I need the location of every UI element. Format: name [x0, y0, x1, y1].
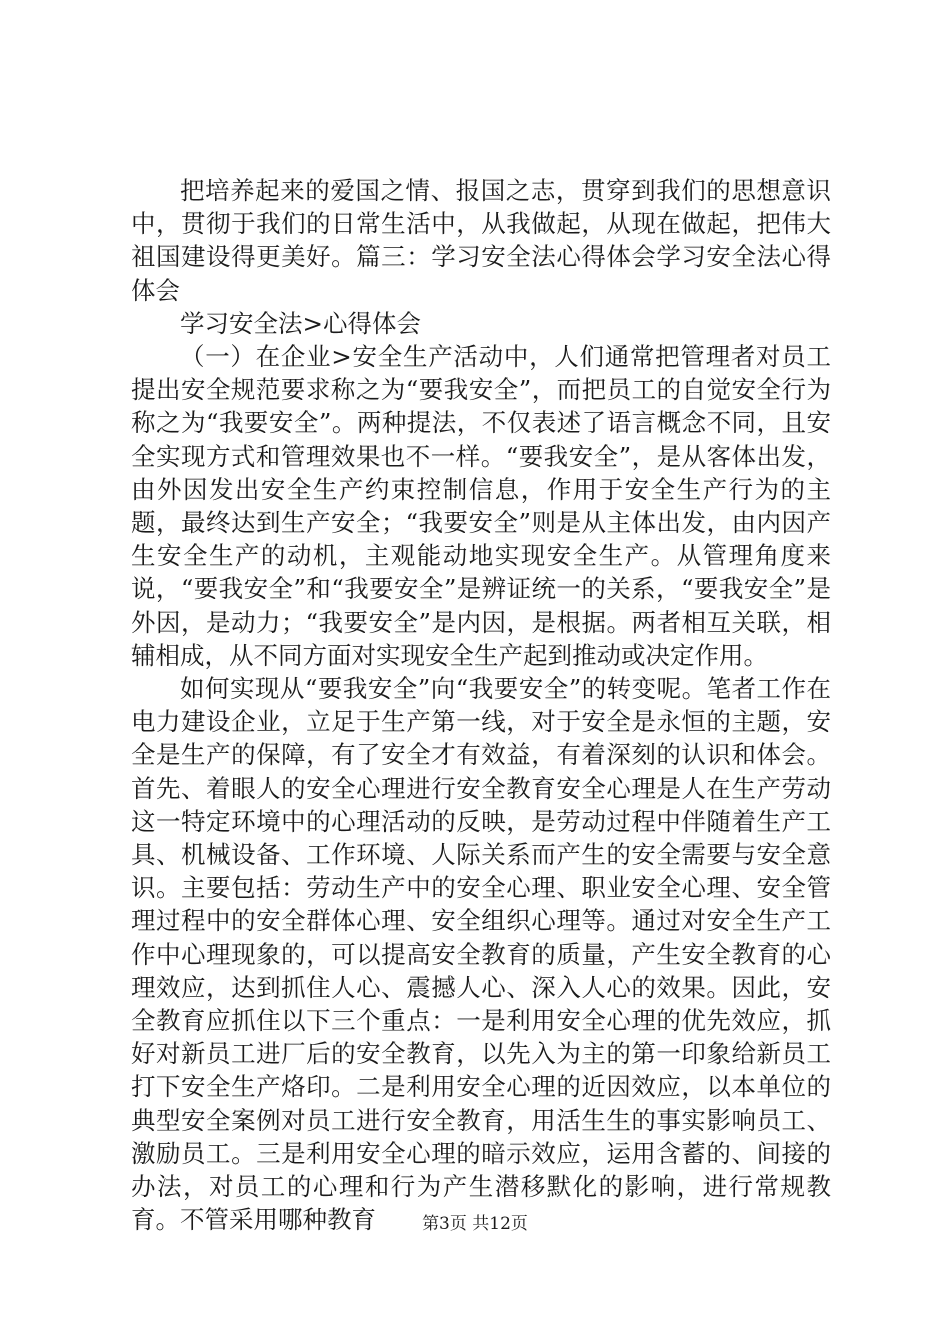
- paragraph-two: 如何实现从“要我安全”向“我要安全”的转变呢。笔者工作在电力建设企业，立足于生产第一线，对于安全是永恒的主题，安全是生产的保障，有了安全才有效益，有着深刻的认识和体会。首先、着眼人的安全心理进行安全教育安全心理是人在生产劳动这一特定环境中的心理活动的反映，是劳动过程中伴随着生产工具、机械设备、工作环境、人际关系而产生的安全需要与安全意识。主要包括：劳动生产中的安全心理、职业安全心理、安全管理过程中的安全群体心理、安全组织心理等。通过对安全生产工作中心理现象的，可以提高安全教育的质量，产生安全教育的心理效应，达到抓住人心、震撼人心、深入人心的效果。因此，安全教育应抓住以下三个重点：一是利用安全心理的优先效应，抓好对新员工进厂后的安全教育，以先入为主的第一印象给新员工打下安全生产烙印。二是利用安全心理的近因效应，以本单位的典型安全案例对员工进行安全教育，用活生生的事实影响员工、激励员工。三是利用安全心理的暗示效应，运用含蓄的、间接的办法，对员工的心理和行为产生潜移默化的影响，进行常规教育。不管采用哪种教育: [131, 674, 831, 1235]
- paragraph-one: （一）在企业>安全生产活动中，人们通常把管理者对员工提出安全规范要求称之为“要我安全”，而把员工的自觉安全行为称之为“我要安全”。两种提法，不仅表述了语言概念不同，且安全实现方式和管理效果也不一样。“要我安全”，是从客体出发，由外因发出安全生产约束控制信息，作用于安全生产行为的主题，最终达到生产安全；“我要安全”则是从主体出发，由内因产生安全生产的动机，主观能动地实现安全生产。从管理角度来说，“要我安全”和“我要安全”是辨证统一的关系，“要我安全”是外因，是动力；“我要安全”是内因，是根据。两者相互关联，相辅相成，从不同方面对实现安全生产起到推动或决定作用。: [131, 342, 831, 670]
- page-footer: 第3页 共12页: [422, 1214, 528, 1234]
- section-heading: 学习安全法>心得体会: [180, 308, 422, 338]
- paragraph-intro: 把培养起来的爱国之情、报国之志，贯穿到我们的思想意识中，贯彻于我们的日常生活中，从我做起，从现在做起，把伟大祖国建设得更美好。篇三：学习安全法心得体会学习安全法心得体会: [131, 176, 831, 305]
- document-body: [131, 174, 831, 1237]
